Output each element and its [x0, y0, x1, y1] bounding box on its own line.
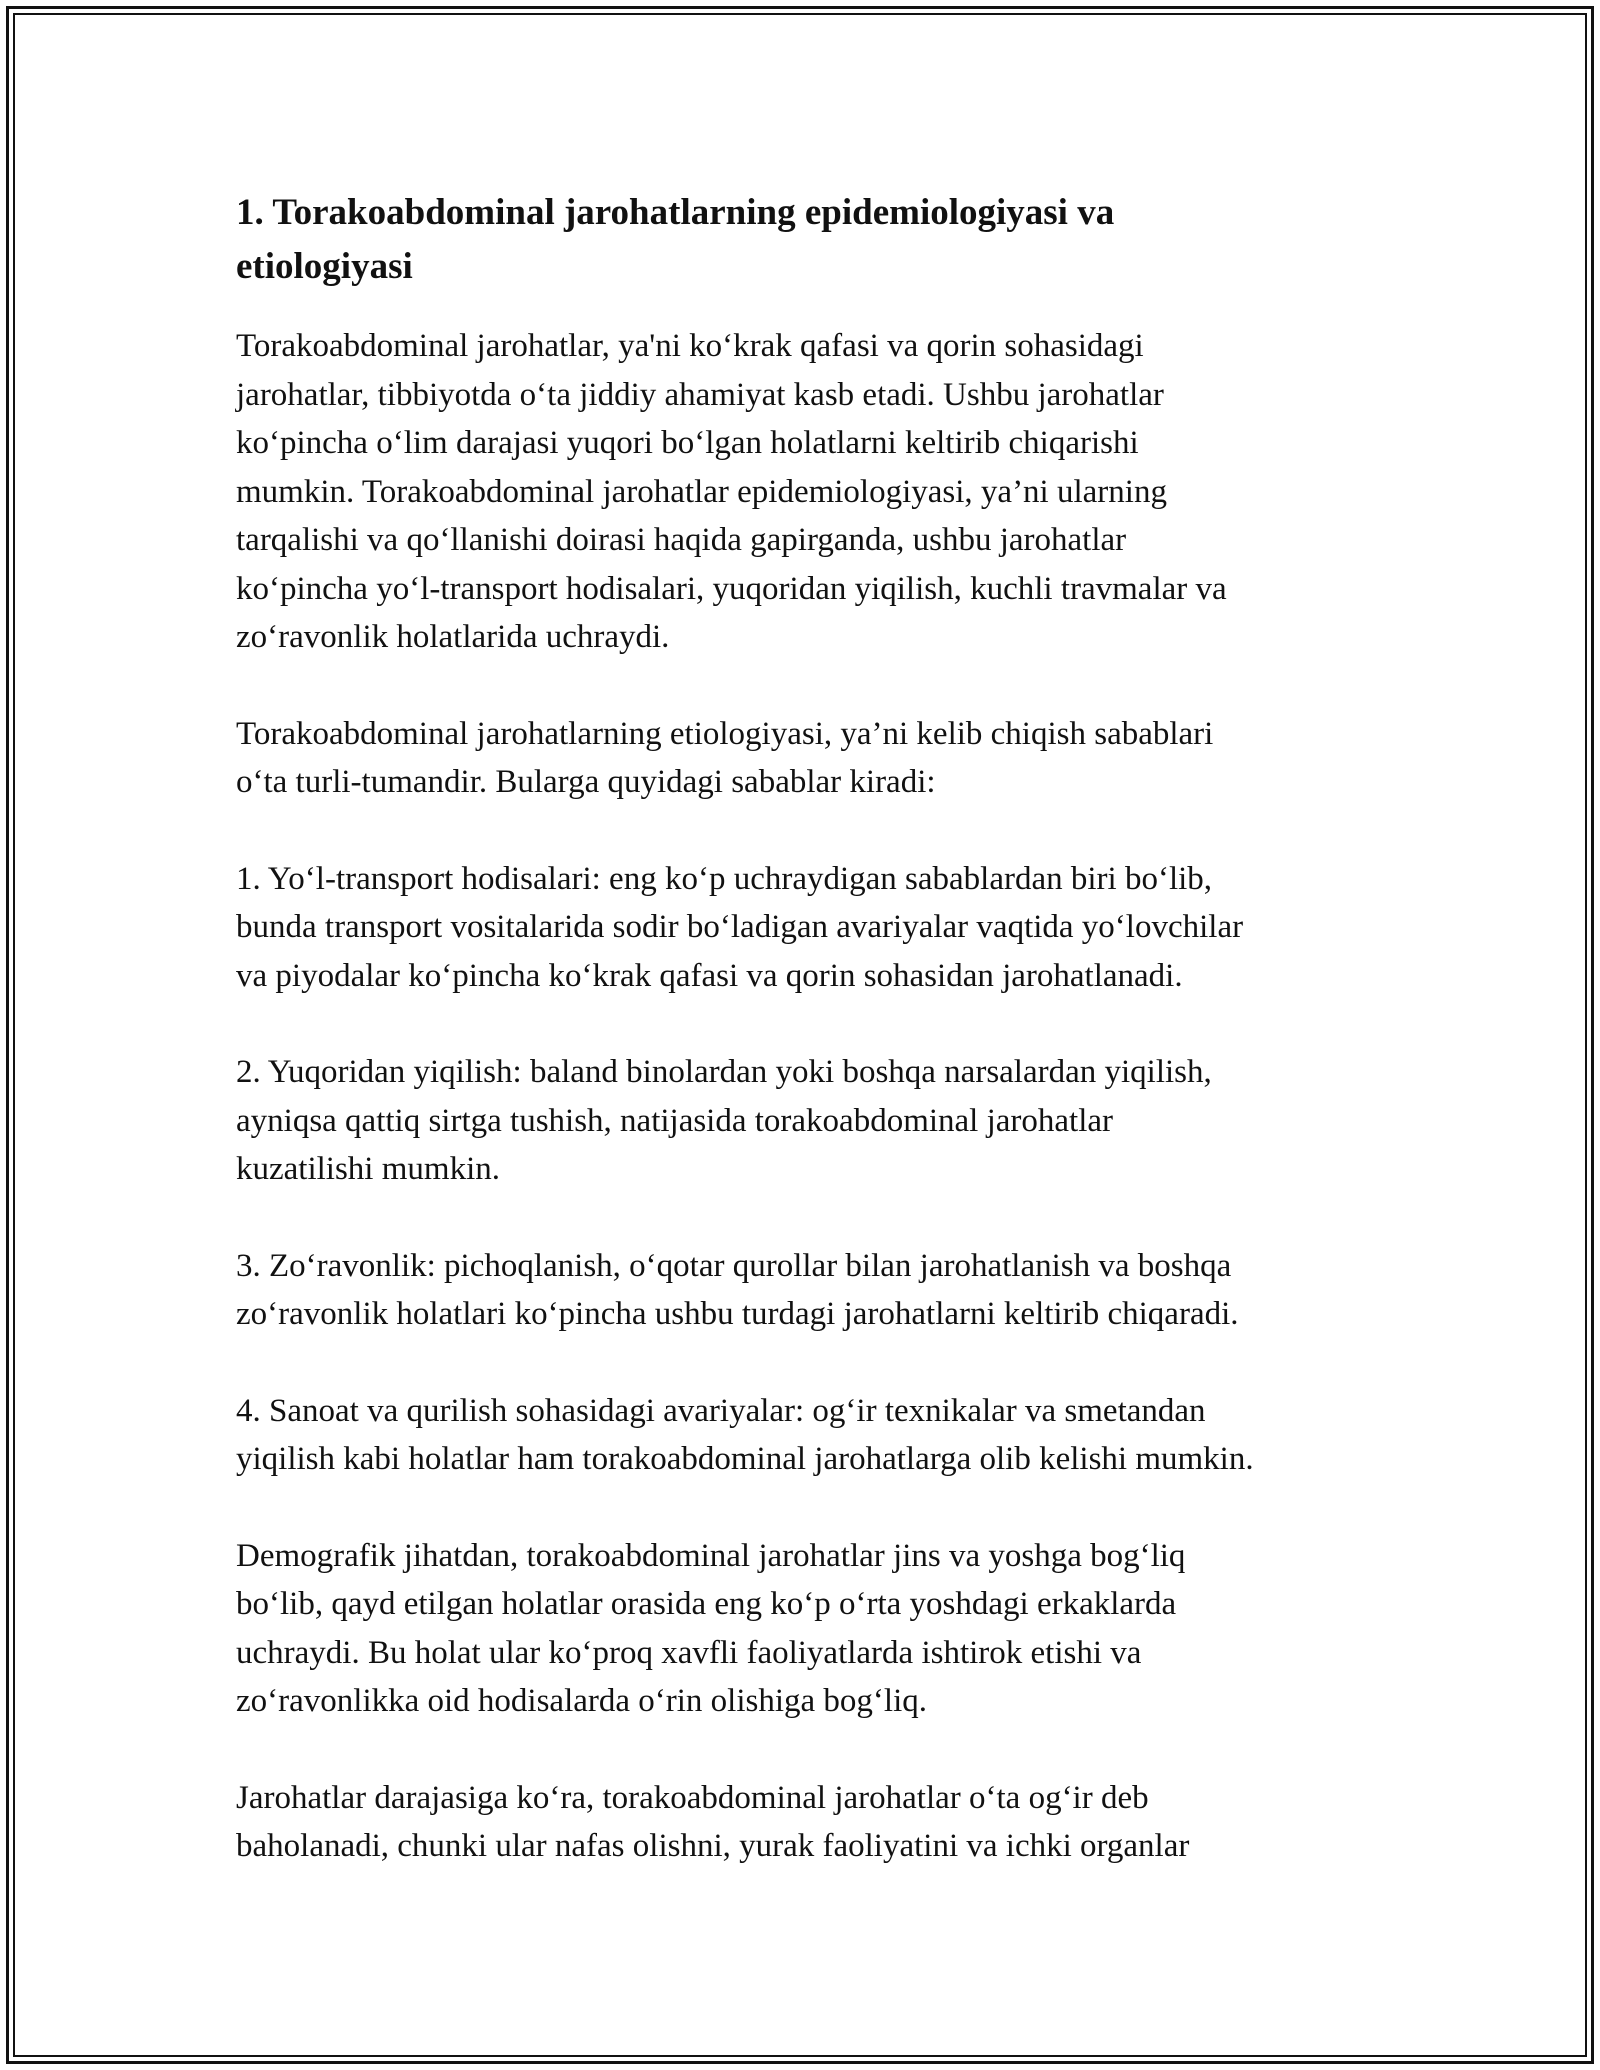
text-line: Torakoabdominal jarohatlarning etiologiyasi, ya’ni kelib chiqish sabablari [236, 715, 1214, 752]
text-line: Jarohatlar darajasiga ko‘ra, torakoabdominal jarohatlar o‘ta og‘ir deb [236, 1779, 1149, 1816]
text-line: ko‘pincha o‘lim darajasi yuqori bo‘lgan holatlarni keltirib chiqarishi [236, 425, 1139, 461]
text-line: o‘ta turli-tumandir. Bularga quyidagi sabablar kiradi: [236, 764, 936, 800]
text-line: ayniqsa qattiq sirtga tushish, natijasida torakoabdominal jarohatlar [236, 1102, 1114, 1139]
text-line: zo‘ravonlik holatlari ko‘pincha ushbu turdagi jarohatlarni keltirib chiqaradi. [236, 1296, 1239, 1332]
text-line: ko‘pincha yo‘l-transport hodisalari, yuqoridan yiqilish, kuchli travmalar va [236, 570, 1227, 607]
text-line: 4. Sanoat va qurilish sohasidagi avariyalar: og‘ir texnikalar va smetandan [236, 1392, 1206, 1429]
text-line: va piyodalar ko‘pincha ko‘krak qafasi va qorin sohasidan jarohatlanadi. [236, 957, 1183, 994]
paragraph-demographics [236, 1532, 1386, 1726]
text-line: kuzatilishi mumkin. [236, 1151, 500, 1187]
text-line: 3. Zo‘ravonlik: pichoqlanish, o‘qotar qurollar bilan jarohatlanish va boshqa [236, 1247, 1232, 1284]
text-line: Torakoabdominal jarohatlar, ya'ni ko‘krak qafasi va qorin sohasidagi [236, 328, 1144, 364]
text-line: baholanadi, chunki ular nafas olishni, yurak faoliyatini va ichki organlar [236, 1828, 1190, 1864]
text-line: Demografik jihatdan, torakoabdominal jarohatlar jins va yoshga bog‘liq [236, 1537, 1186, 1574]
list-item-3 [236, 1242, 1386, 1339]
heading-line: etiologiyasi [236, 246, 413, 287]
paragraph-severity [236, 1774, 1386, 1871]
paragraph-intro [236, 322, 1386, 662]
text-line: zo‘ravonlikka oid hodisalarda o‘rin olishiga bog‘liq. [236, 1683, 928, 1719]
list-item-4 [236, 1387, 1386, 1484]
text-line: uchraydi. Bu holat ular ko‘proq xavfli faoliyatlarda ishtirok etishi va [236, 1634, 1142, 1671]
document-body [236, 186, 1386, 1919]
text-line: yiqilish kabi holatlar ham torakoabdominal jarohatlarga olib kelishi mumkin. [236, 1441, 1254, 1477]
text-line: 2. Yuqoridan yiqilish: baland binolardan yoki boshqa narsalardan yiqilish, [236, 1054, 1212, 1090]
text-line: zo‘ravonlik holatlarida uchraydi. [236, 619, 670, 655]
text-line: mumkin. Torakoabdominal jarohatlar epidemiologiyasi, ya’ni ularning [236, 473, 1167, 510]
list-item-2 [236, 1048, 1386, 1194]
paragraph-etiology [236, 710, 1386, 807]
text-line: bunda transport vositalarida sodir bo‘ladigan avariyalar vaqtida yo‘lovchilar [236, 909, 1244, 945]
text-line: bo‘lib, qayd etilgan holatlar orasida eng ko‘p o‘rta yoshdagi erkaklarda [236, 1586, 1177, 1622]
list-item-1 [236, 855, 1386, 1001]
section-heading [236, 186, 1386, 294]
text-line: tarqalishi va qo‘llanishi doirasi haqida gapirganda, ushbu jarohatlar [236, 522, 1127, 558]
heading-line: 1. Torakoabdominal jarohatlarning epidemiologiyasi va [236, 192, 1115, 233]
text-line: 1. Yo‘l-transport hodisalari: eng ko‘p uchraydigan sabablardan biri bo‘lib, [236, 860, 1213, 897]
text-line: jarohatlar, tibbiyotda o‘ta jiddiy ahamiyat kasb etadi. Ushbu jarohatlar [236, 376, 1164, 413]
